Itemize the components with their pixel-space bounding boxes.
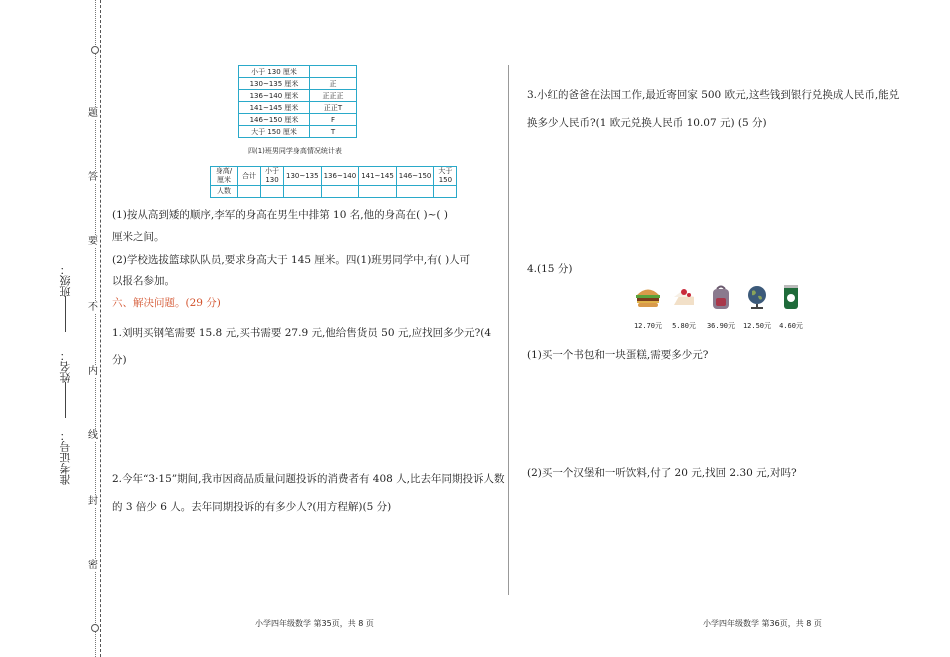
tally-mark: 正正T bbox=[310, 102, 357, 114]
hamburger-icon bbox=[634, 283, 662, 311]
price-label: 5.80元 bbox=[672, 322, 696, 330]
problem-4-question-1: (1)买一个书包和一块蛋糕,需要多少元? bbox=[527, 349, 709, 361]
seal-char: 内 bbox=[88, 366, 98, 377]
stat-cell[interactable] bbox=[434, 186, 457, 198]
stat-table bbox=[210, 166, 457, 198]
tally-range: 146~150 厘米 bbox=[239, 114, 310, 126]
page-footer-left: 小学四年级数学 第35页，共 8 页 bbox=[255, 619, 374, 628]
stat-cell[interactable] bbox=[238, 186, 261, 198]
stat-row-label: 人数 bbox=[211, 186, 238, 198]
cake-icon bbox=[670, 283, 698, 311]
tally-range: 小于 130 厘米 bbox=[239, 66, 310, 78]
section-heading: 六、解决问题。(29 分) bbox=[112, 297, 221, 309]
class-label: 班级： bbox=[59, 264, 72, 297]
stat-header: 146~150 bbox=[396, 167, 434, 186]
stat-header: 130~135 bbox=[284, 167, 322, 186]
tally-mark: T bbox=[310, 126, 357, 138]
stat-header: 合计 bbox=[238, 167, 261, 186]
class-field[interactable] bbox=[65, 296, 66, 332]
problem-3-line: 3.小红的爸爸在法国工作,最近寄回家 500 欧元,这些钱到银行兑换成人民币,能兑 bbox=[527, 89, 900, 101]
stat-header: 身高/厘米 bbox=[211, 167, 238, 186]
tally-mark bbox=[310, 66, 357, 78]
tally-range: 大于 150 厘米 bbox=[239, 126, 310, 138]
seal-char: 不 bbox=[88, 302, 98, 313]
problem-1-line: 分) bbox=[112, 354, 127, 366]
exam-number-label: 准考证号： bbox=[59, 430, 72, 485]
seal-char: 要 bbox=[88, 236, 98, 247]
problem-4-title: 4.(15 分) bbox=[527, 263, 573, 275]
seal-char: 密 bbox=[88, 560, 98, 571]
price-label: 4.60元 bbox=[779, 322, 803, 330]
seal-char: 答 bbox=[88, 172, 98, 183]
seal-char: 线 bbox=[88, 430, 98, 441]
problem-2-line: 2.今年“3·15”期间,我市因商品质量问题投诉的消费者有 408 人,比去年同期投诉人数 bbox=[112, 473, 505, 485]
problem-3-line: 换多少人民币?(1 欧元兑换人民币 10.07 元) (5 分) bbox=[527, 117, 767, 129]
tally-range: 136~140 厘米 bbox=[239, 90, 310, 102]
backpack-icon bbox=[707, 283, 735, 311]
question-2-line: (2)学校选拔篮球队队员,要求身高大于 145 厘米。四(1)班男同学中,有( )人可 bbox=[112, 254, 471, 266]
stat-header: 141~145 bbox=[359, 167, 397, 186]
tally-range: 130~135 厘米 bbox=[239, 78, 310, 90]
stat-cell[interactable] bbox=[261, 186, 284, 198]
tally-range: 141~145 厘米 bbox=[239, 102, 310, 114]
tally-table bbox=[238, 65, 357, 138]
price-label: 12.70元 bbox=[633, 322, 663, 330]
product-hamburger bbox=[630, 283, 666, 331]
tally-mark: F bbox=[310, 114, 357, 126]
seal-char: 题 bbox=[88, 108, 98, 119]
problem-4-question-2: (2)买一个汉堡和一听饮料,付了 20 元,找回 2.30 元,对吗? bbox=[527, 467, 797, 479]
price-label: 36.90元 bbox=[706, 322, 736, 330]
page-footer-right: 小学四年级数学 第36页，共 8 页 bbox=[703, 619, 822, 628]
seal-char: 封 bbox=[88, 496, 98, 507]
product-drink bbox=[773, 283, 809, 331]
product-globe bbox=[739, 283, 775, 331]
binding-dashed-line bbox=[100, 0, 101, 657]
binding-hole-bottom bbox=[91, 624, 99, 632]
name-label: 姓名： bbox=[59, 350, 72, 383]
globe-icon bbox=[743, 283, 771, 311]
question-1-line: 厘米之间。 bbox=[112, 231, 165, 243]
binding-hole-top bbox=[91, 46, 99, 54]
stat-header: 大于150 bbox=[434, 167, 457, 186]
tally-table-caption: 四(1)班男同学身高情况统计表 bbox=[248, 147, 342, 155]
problem-1-line: 1.刘明买钢笔需要 15.8 元,买书需要 27.9 元,他给售货员 50 元,应找回多少元?(4 bbox=[112, 327, 492, 339]
stat-cell[interactable] bbox=[359, 186, 397, 198]
price-label: 12.50元 bbox=[742, 322, 772, 330]
question-1-line: (1)按从高到矮的顺序,李军的身高在男生中排第 10 名,他的身高在( )~( ) bbox=[112, 209, 448, 221]
stat-header: 小于130 bbox=[261, 167, 284, 186]
stat-cell[interactable] bbox=[396, 186, 434, 198]
tally-mark: 正 bbox=[310, 78, 357, 90]
name-field[interactable] bbox=[65, 382, 66, 418]
tally-mark: 正正正 bbox=[310, 90, 357, 102]
stat-cell[interactable] bbox=[321, 186, 359, 198]
product-cake bbox=[666, 283, 702, 331]
drink-can-icon bbox=[777, 283, 805, 311]
product-backpack bbox=[703, 283, 739, 331]
page-divider bbox=[508, 65, 509, 595]
question-2-line: 以报名参加。 bbox=[112, 275, 175, 287]
problem-2-line: 的 3 倍少 6 人。去年同期投诉的有多少人?(用方程解)(5 分) bbox=[112, 501, 392, 513]
binding-dotted-line bbox=[95, 0, 96, 657]
stat-header: 136~140 bbox=[321, 167, 359, 186]
stat-cell[interactable] bbox=[284, 186, 322, 198]
